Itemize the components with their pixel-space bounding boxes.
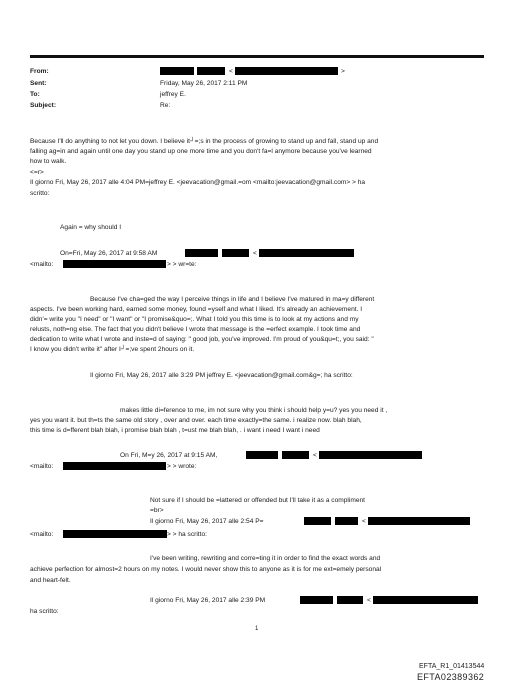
body-line: Not sure if I should be =lattered or offended but I'll take it as a compliment: [150, 497, 366, 504]
quote-line: On=Fri, May 26, 2017 at 9:58 AM: [60, 250, 158, 257]
body-line: aspects. I've been working hard, earned some money, found =yself and what I liked. It's already an achievement. I: [30, 306, 363, 313]
redaction: [337, 596, 363, 604]
subject-label: Subject:: [30, 102, 57, 109]
body-line: this time is d=fferent blah blah, i promise blah blah , t=ust me blah blah, . i want i need I want i need: [30, 427, 320, 434]
page-number: 1: [255, 626, 259, 632]
body-line: didn'= write you "I need" or "I want" or "I promise&quo=;. What I told you this time is to look at my actions and my: [30, 316, 359, 323]
quote-bracket: <: [367, 597, 371, 604]
redaction: [373, 596, 478, 604]
mailto-end: > > ha scritto:: [167, 531, 207, 538]
body-line: falling ag=in and again until one day you stand up one more time and you don't fa=l anymore because you've learned: [30, 148, 372, 155]
body-line: how to walk.: [30, 158, 67, 165]
footer-code-1: EFTA_R1_01413544: [419, 663, 485, 670]
body-line: makes little di=ference to me, im not sure why you think i should help y=u? yes you need it ,: [120, 407, 388, 414]
body-line: dedication to write what I wrote and inste=d of saying: " good job, you've improved. I'm proud of you&qu=t;, you said: ": [30, 336, 374, 343]
to-label: To:: [30, 91, 40, 98]
sent-value: Friday, May 26, 2017 2:11 PM: [160, 80, 248, 87]
redaction: [235, 67, 338, 75]
body-line: I know you didn't write it" after I┘=;ve spent 2hours on it.: [30, 346, 195, 353]
body-line: =br>: [150, 507, 164, 514]
body-line: achieve perfection for almost=2 hours on my notes. I would never show this to anyone as it is for me ext=emely personal: [30, 566, 382, 573]
body-line: I've been writing, rewriting and corre=ting it in order to find the exact words and: [150, 555, 381, 562]
from-bracket-close: >: [341, 68, 345, 75]
header-rule: [30, 55, 484, 58]
redaction: [300, 596, 333, 604]
mailto-end: > > wr=te:: [167, 261, 197, 268]
body-line: Again = why should I: [60, 224, 122, 231]
quote-line: ha scritto:: [30, 608, 59, 615]
redaction: [63, 530, 167, 538]
body-line: Because I'll do anything to not let you down. I believe it┘=;s in the process of growing to stand up and fall, stand up and: [30, 138, 379, 145]
footer-code-2: EFTA02389362: [417, 672, 485, 682]
quote-bracket: <: [253, 250, 257, 257]
quote-line: scritto:: [30, 190, 50, 197]
mailto-text: <mailto:: [30, 463, 54, 470]
redaction: [185, 249, 218, 257]
redaction: [259, 249, 354, 257]
from-bracket-open: <: [229, 68, 233, 75]
to-value: jeffrey E.: [160, 91, 186, 98]
redaction: [197, 67, 225, 75]
redaction: [63, 462, 166, 470]
body-line: and heart-felt.: [30, 577, 71, 584]
quote-bracket: <: [313, 452, 317, 459]
redaction: [160, 67, 194, 75]
redaction: [282, 451, 309, 459]
quote-line: Il giorno Fri, May 26, 2017 alle 3:29 PM jeffrey E. <jeevacation@gmail.com&g=; ha scritto:: [90, 372, 353, 379]
sent-label: Sent:: [30, 80, 47, 87]
redaction: [304, 517, 331, 525]
body-line: yes you want it. but th=ts the same old story , over and over. each time exactly=the same. i realize now. blah blah,: [30, 417, 362, 424]
body-line: <=r>: [30, 169, 44, 176]
mailto-text: <mailto:: [30, 531, 54, 538]
quote-line: Il giorno Fri, May 26, 2017 alle 4:04 PM=jeffrey E. <jeevacation@gmail.=om <mailto:jeevacation@gmail.com> > ha: [30, 179, 366, 186]
mailto-end: > > wrote:: [167, 463, 197, 470]
body-line: relusts, noth=ng else. The fact that you didn't believe I wrote that message is the =erfect example. I took time and: [30, 326, 361, 333]
mailto-text: <mailto:: [30, 261, 54, 268]
subject-value: Re:: [160, 102, 171, 109]
redaction: [335, 517, 358, 525]
quote-line: On Fri, M=y 26, 2017 at 9:15 AM,: [120, 452, 218, 459]
quote-bracket: <: [362, 518, 366, 525]
redaction: [246, 451, 278, 459]
redaction: [63, 260, 166, 268]
redaction: [222, 249, 249, 257]
redaction: [368, 517, 470, 525]
quote-line: Il giorno Fri, May 26, 2017 alle 2:54 P=: [150, 518, 264, 525]
quote-line: Il giorno Fri, May 26, 2017 alle 2:39 PM: [150, 597, 266, 604]
redaction: [319, 451, 422, 459]
from-label: From:: [30, 68, 49, 75]
body-line: Because I've cha=ged the way I perceive things in life and I believe I've matured in ma=y different: [90, 296, 375, 303]
